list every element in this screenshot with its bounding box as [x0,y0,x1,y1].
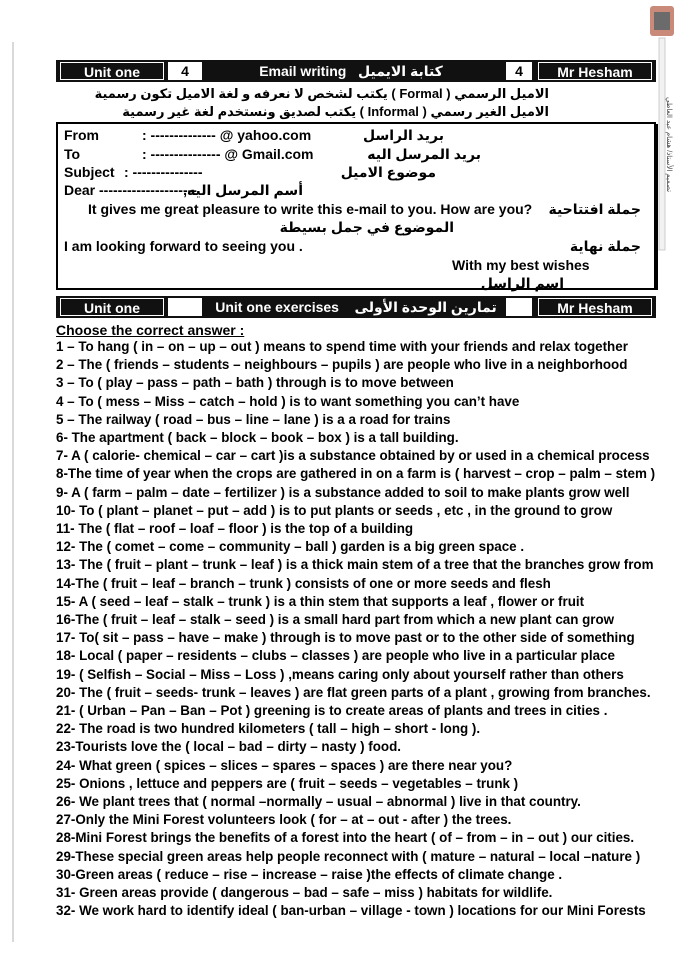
wishes-line: With my best wishes [452,257,590,273]
exercises-title-ar: تمارين الوحدة الأولى [354,299,497,315]
question-item: 7- A ( calorie- chemical – car – cart )is a substance obtained by or used in a chemical process [56,448,650,464]
sender-arabic: اسم الراسل [480,275,564,291]
question-item: 22- The road is two hundred kilometers ( tall – high – short - long ). [56,721,481,737]
question-item: 23-Tourists love the ( local – bad – dirty – nasty ) food. [56,739,402,755]
section-title [206,62,496,80]
question-item: 16-The ( fruit – leaf – stalk – seed ) is a small hard part from which a new plant can grow [56,612,615,627]
question-item: 17- To( sit – pass – have – make ) through is to move past or to the other side of something [56,630,635,646]
subject-label: Subject [64,164,115,180]
rule-informal: الاميل الغير رسمي ( Informal ) يكتب لصديق ونستخدم لغة غير رسمية [122,104,549,119]
closing-sentence: I am looking forward to seeing you . [64,238,303,254]
dear-line: Dear --------------------- [64,182,197,198]
question-item: 14-The ( fruit – leaf – branch – trunk ) consists of one or more seeds and flesh [56,575,551,591]
question-item: 6- The apartment ( back – block – book – box ) is a tall building. [56,430,459,445]
teacher-name: Mr Hesham [538,62,652,80]
question-item: 18- Local ( paper – residents – clubs – classes ) are people who live in a particular place [56,648,615,664]
question-item: 1 – To hang ( in – on – up – out ) means to spend time with your friends and relax together [56,339,628,354]
question-item: 8-The time of year when the crops are gathered in on a farm is ( harvest – crop – palm – stem ) [56,466,656,482]
blank-box-right [506,298,532,316]
question-item: 30-Green areas ( reduce – rise – increase – raise )the effects of climate change . [56,866,563,882]
question-item: 15- A ( seed – leaf – stalk – trunk ) is a thin stem that supports a leaf , flower or fruit [56,593,585,609]
subject-value: : --------------- [124,164,203,180]
question-item: 9- A ( farm – palm – date – fertilizer ) is a substance added to soil to make plants grow well [56,484,630,500]
page-number-right: 4 [506,62,532,80]
unit-label-2: Unit one [60,298,164,316]
question-item: 24- What green ( spices – slices – spares – spaces ) are there near you? [56,757,513,773]
dear-arabic: أسم المرسل اليه, [183,182,303,198]
exercises-title [206,298,506,316]
left-border-line [12,42,14,942]
to-label: To [64,146,81,162]
question-item: 2 – The ( friends – students – neighbours – pupils ) are people who live in a neighborhood [56,357,628,373]
topic-arabic: الموضوع في جمل بسيطة [279,219,454,235]
exercises-title-en: Unit one exercises [215,299,339,315]
question-item: 3 – To ( play – pass – path – bath ) through is to move between [56,375,454,391]
email-header-bar [56,60,656,82]
exercises-header-bar [56,296,656,318]
opening-sentence: It gives me great pleasure to write this e-mail to you. How are you? [88,201,533,217]
question-item: 28-Mini Forest brings the benefits of a forest into the heart ( of – from – in – out ) our cities. [56,830,635,846]
page-number-left: 4 [168,62,202,80]
from-label: From [64,127,99,143]
question-item: 13- The ( fruit – plant – trunk – leaf ) is a thick main stem of a tree that the branches grow from [56,557,654,573]
from-value: : -------------- @ yahoo.com [142,127,312,143]
question-item: 4 – To ( mess – Miss – catch – hold ) is to want something you can’t have [56,393,520,409]
blank-box-left [168,298,202,316]
to-arabic: بريد المرسل اليه [367,146,481,162]
question-item: 27-Only the Mini Forest volunteers look ( for – at – out - after ) the trees. [56,812,512,828]
from-arabic: بريد الراسل [362,127,444,143]
question-item: 20- The ( fruit – seeds- trunk – leaves ) are flat green parts of a plant , growing from branches. [56,684,651,700]
closing-arabic: جملة نهاية [569,238,641,254]
question-item: 19- ( Selfish – Social – Miss – Loss ) ,means caring only about yourself rather than others [56,666,624,682]
question-item: 32- We work hard to identify ideal ( ban-urban – village - town ) locations for our Mini Forests [56,903,646,919]
opening-arabic: جملة افتتاحية [548,201,641,217]
question-item: 11- The ( flat – roof – loaf – floor ) is the top of a building [56,521,414,536]
section-title-en: Email writing [259,63,347,79]
author-logo-text: تصميم الأستاذ/ هشام عبد العاطي [665,97,672,193]
question-item: 26- We plant trees that ( normal –normally – usual – abnormal ) live in that country. [56,794,581,809]
question-item: 12- The ( comet – come – community – ball ) garden is a big green space . [56,539,525,555]
box-right-rule [656,124,658,290]
rule-formal: الاميل الرسمي ( Formal ) يكتب لشخص لا نعرفه و لغة الاميل تكون رسمية [94,86,549,101]
section-title-ar: كتابة الايميل [357,63,443,79]
question-item: 10- To ( plant – planet – put – add ) is to put plants or seeds , etc , in the ground to grow [56,502,613,518]
to-value: : --------------- @ Gmail.com [142,146,314,162]
question-item: 5 – The railway ( road – bus – line – lane ) is a a road for trains [56,411,451,427]
question-item: 31- Green areas provide ( dangerous – bad – safe – miss ) habitats for wildlife. [56,885,553,900]
teacher-name-2: Mr Hesham [538,298,652,316]
unit-label: Unit one [60,62,164,80]
exercise-heading: Choose the correct answer : [56,322,245,338]
question-item: 21- ( Urban – Pan – Ban – Pot ) greening is to create areas of plants and trees in cities . [56,703,608,718]
subject-arabic: موضوع الاميل [340,164,436,180]
question-item: 25- Onions , lettuce and peppers are ( fruit – seeds – vegetables – trunk ) [56,775,519,791]
question-item: 29-These special green areas help people reconnect with ( mature – natural – local –nature ) [56,848,641,864]
